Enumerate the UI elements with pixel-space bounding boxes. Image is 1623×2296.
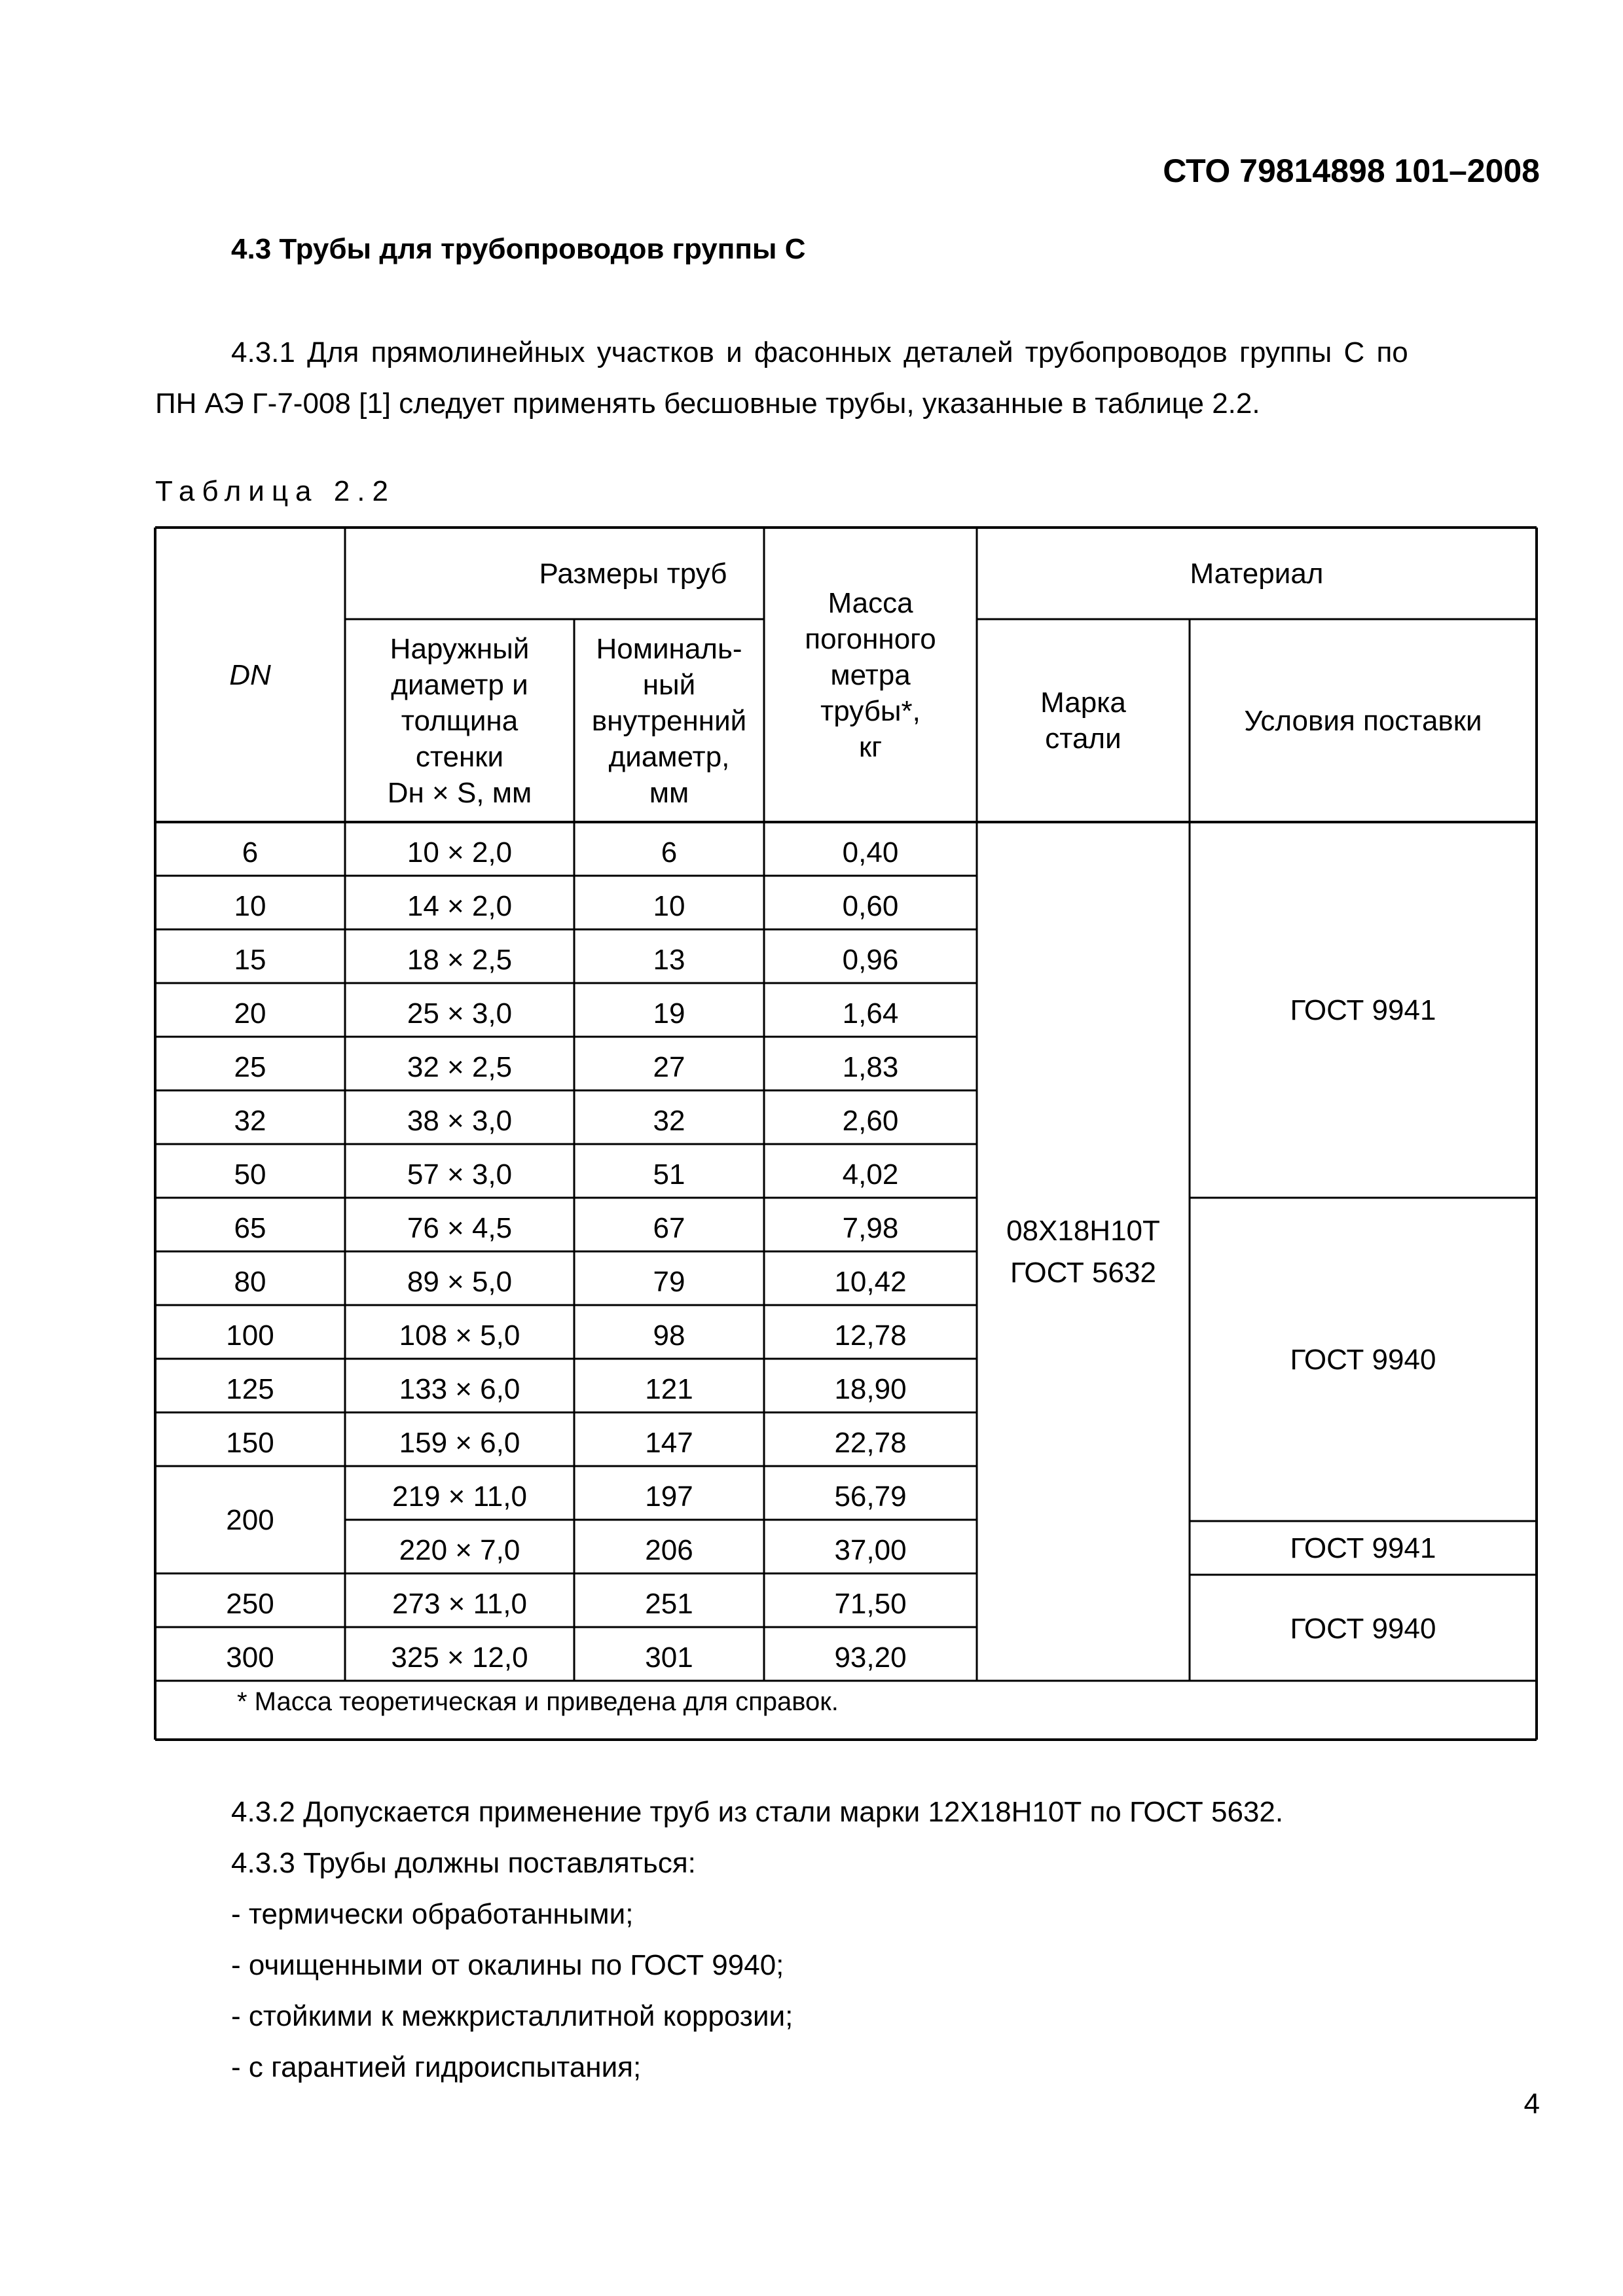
- header-inner-line: диаметр,: [608, 740, 730, 773]
- cell-dn: 32: [234, 1104, 266, 1137]
- cell-size: 159 × 6,0: [399, 1426, 520, 1459]
- cell-mass: 4,02: [842, 1158, 899, 1191]
- table-footnote: * Масса теоретическая и приведена для справок.: [237, 1687, 839, 1716]
- cell-dn: 80: [234, 1265, 266, 1298]
- paragraph-4-3-1-line-1: 4.3.1 Для прямолинейных участков и фасонных деталей трубопроводов группы С по: [231, 336, 1408, 368]
- header-mass-line: погонного: [805, 622, 936, 655]
- header-outer-line: Dн × S, мм: [387, 776, 532, 809]
- cell-mass: 12,78: [834, 1319, 907, 1352]
- cell-inner: 67: [653, 1211, 685, 1244]
- delivery-group-1: ГОСТ 9941: [1290, 994, 1436, 1026]
- cell-inner: 79: [653, 1265, 685, 1298]
- cell-dn: 150: [226, 1426, 274, 1459]
- cell-mass: 2,60: [842, 1104, 899, 1137]
- cell-mass: 1,83: [842, 1050, 899, 1083]
- page-number: 4: [1523, 2088, 1540, 2120]
- cell-mass: 22,78: [834, 1426, 907, 1459]
- cell-mass: 93,20: [834, 1641, 907, 1674]
- header-steel-grade: [977, 619, 1190, 822]
- header-inner-diameter: [574, 619, 764, 822]
- cell-dn: 50: [234, 1158, 266, 1191]
- bullet-item: - стойкими к межкристаллитной коррозии;: [231, 2000, 793, 2032]
- document-code: СТО 79814898 101–2008: [1163, 152, 1540, 189]
- cell-dn: 65: [234, 1211, 266, 1244]
- cell-inner: 98: [653, 1319, 685, 1352]
- bullet-item: - термически обработанными;: [231, 1898, 634, 1930]
- header-inner-line: Номиналь-: [596, 632, 742, 665]
- header-steel-line: стали: [1045, 723, 1122, 755]
- header-dn: DN: [229, 658, 271, 691]
- cell-size: 89 × 5,0: [407, 1265, 513, 1298]
- cell-inner: 147: [645, 1426, 693, 1459]
- delivery-group-2: ГОСТ 9940: [1290, 1343, 1436, 1376]
- cell-inner: 51: [653, 1158, 685, 1191]
- steel-grade-line: ГОСТ 5632: [1010, 1257, 1156, 1289]
- header-mass-line: метра: [830, 658, 911, 691]
- cell-dn: 100: [226, 1319, 274, 1352]
- cell-mass: 7,98: [842, 1211, 899, 1244]
- cell-inner: 301: [645, 1641, 693, 1674]
- header-pipe-sizes: Размеры труб: [539, 557, 727, 590]
- cell-inner: 206: [645, 1534, 693, 1566]
- cell-dn: 125: [226, 1372, 274, 1405]
- cell-size: 25 × 3,0: [407, 997, 513, 1030]
- cell-size: 220 × 7,0: [399, 1534, 520, 1566]
- cell-mass: 1,64: [842, 997, 899, 1030]
- cell-size: 32 × 2,5: [407, 1050, 513, 1083]
- header-outer-diameter: [345, 619, 574, 822]
- header-inner-line: ный: [642, 668, 696, 701]
- cell-size: 18 × 2,5: [407, 943, 513, 976]
- cell-dn: 300: [226, 1641, 274, 1674]
- cell-size: 133 × 6,0: [399, 1372, 520, 1405]
- cell-mass: 18,90: [834, 1372, 907, 1405]
- header-outer-line: диаметр и: [391, 668, 528, 701]
- cell-mass: 0,60: [842, 889, 899, 922]
- header-inner-line: мм: [649, 776, 689, 809]
- cell-mass: 0,96: [842, 943, 899, 976]
- header-outer-line: толщина: [401, 704, 519, 737]
- cell-size: 325 × 12,0: [391, 1641, 528, 1674]
- cell-size: 219 × 11,0: [392, 1480, 527, 1513]
- cell-inner: 197: [645, 1480, 693, 1513]
- header-mass-line: Масса: [828, 586, 913, 619]
- steel-grade-cell: [977, 822, 1190, 1682]
- header-inner-line: внутренний: [591, 704, 747, 737]
- paragraph-4-3-1-line-2: ПН АЭ Г-7-008 [1] следует применять бесшовные трубы, указанные в таблице 2.2.: [155, 387, 1260, 420]
- paragraph-4-3-3: 4.3.3 Трубы должны поставляться:: [231, 1847, 696, 1879]
- cell-inner: 10: [653, 889, 685, 922]
- header-mass: [764, 528, 977, 822]
- header-steel-line: Марка: [1040, 687, 1126, 719]
- table-caption: Таблица 2.2: [155, 475, 395, 507]
- cell-inner: 19: [653, 997, 685, 1030]
- cell-size: 108 × 5,0: [399, 1319, 520, 1352]
- cell-mass: 56,79: [834, 1480, 907, 1513]
- cell-size: 76 × 4,5: [407, 1211, 513, 1244]
- cell-size: 273 × 11,0: [392, 1587, 527, 1620]
- header-delivery-conditions: Условия поставки: [1244, 704, 1482, 737]
- bullet-item: - с гарантией гидроиспытания;: [231, 2051, 642, 2083]
- cell-inner: 6: [661, 836, 678, 869]
- cell-mass: 37,00: [834, 1534, 907, 1566]
- cell-inner: 27: [653, 1050, 685, 1083]
- bullet-item: - очищенными от окалины по ГОСТ 9940;: [231, 1949, 784, 1981]
- cell-size: 38 × 3,0: [407, 1104, 513, 1137]
- delivery-group-3: ГОСТ 9941: [1290, 1532, 1436, 1564]
- cell-mass: 71,50: [834, 1587, 907, 1620]
- cell-dn: 250: [226, 1587, 274, 1620]
- cell-dn: 10: [234, 889, 266, 922]
- paragraph-4-3-2: 4.3.2 Допускается применение труб из стали марки 12Х18Н10Т по ГОСТ 5632.: [231, 1796, 1284, 1828]
- cell-dn: 15: [234, 943, 266, 976]
- header-outer-line: Наружный: [390, 632, 530, 665]
- header-outer-line: стенки: [415, 740, 504, 773]
- cell-inner: 251: [645, 1587, 693, 1620]
- pipe-table: [155, 528, 1537, 1740]
- delivery-group-4: ГОСТ 9940: [1290, 1612, 1436, 1645]
- cell-dn: 20: [234, 997, 266, 1030]
- cell-mass: 10,42: [834, 1265, 907, 1298]
- cell-dn: 200: [226, 1503, 274, 1536]
- header-material: Материал: [1190, 557, 1324, 590]
- header-mass-line: кг: [858, 730, 883, 763]
- section-title: 4.3 Трубы для трубопроводов группы С: [231, 233, 806, 265]
- cell-mass: 0,40: [842, 836, 899, 869]
- cell-inner: 32: [653, 1104, 685, 1137]
- cell-dn: 6: [242, 836, 259, 869]
- cell-inner: 121: [645, 1372, 693, 1405]
- cell-size: 10 × 2,0: [407, 836, 513, 869]
- cell-size: 14 × 2,0: [407, 889, 513, 922]
- cell-size: 57 × 3,0: [407, 1158, 513, 1191]
- steel-grade-line: 08Х18Н10Т: [1006, 1215, 1160, 1247]
- cell-inner: 13: [653, 943, 685, 976]
- cell-dn: 25: [234, 1050, 266, 1083]
- header-mass-line: трубы*,: [820, 694, 921, 727]
